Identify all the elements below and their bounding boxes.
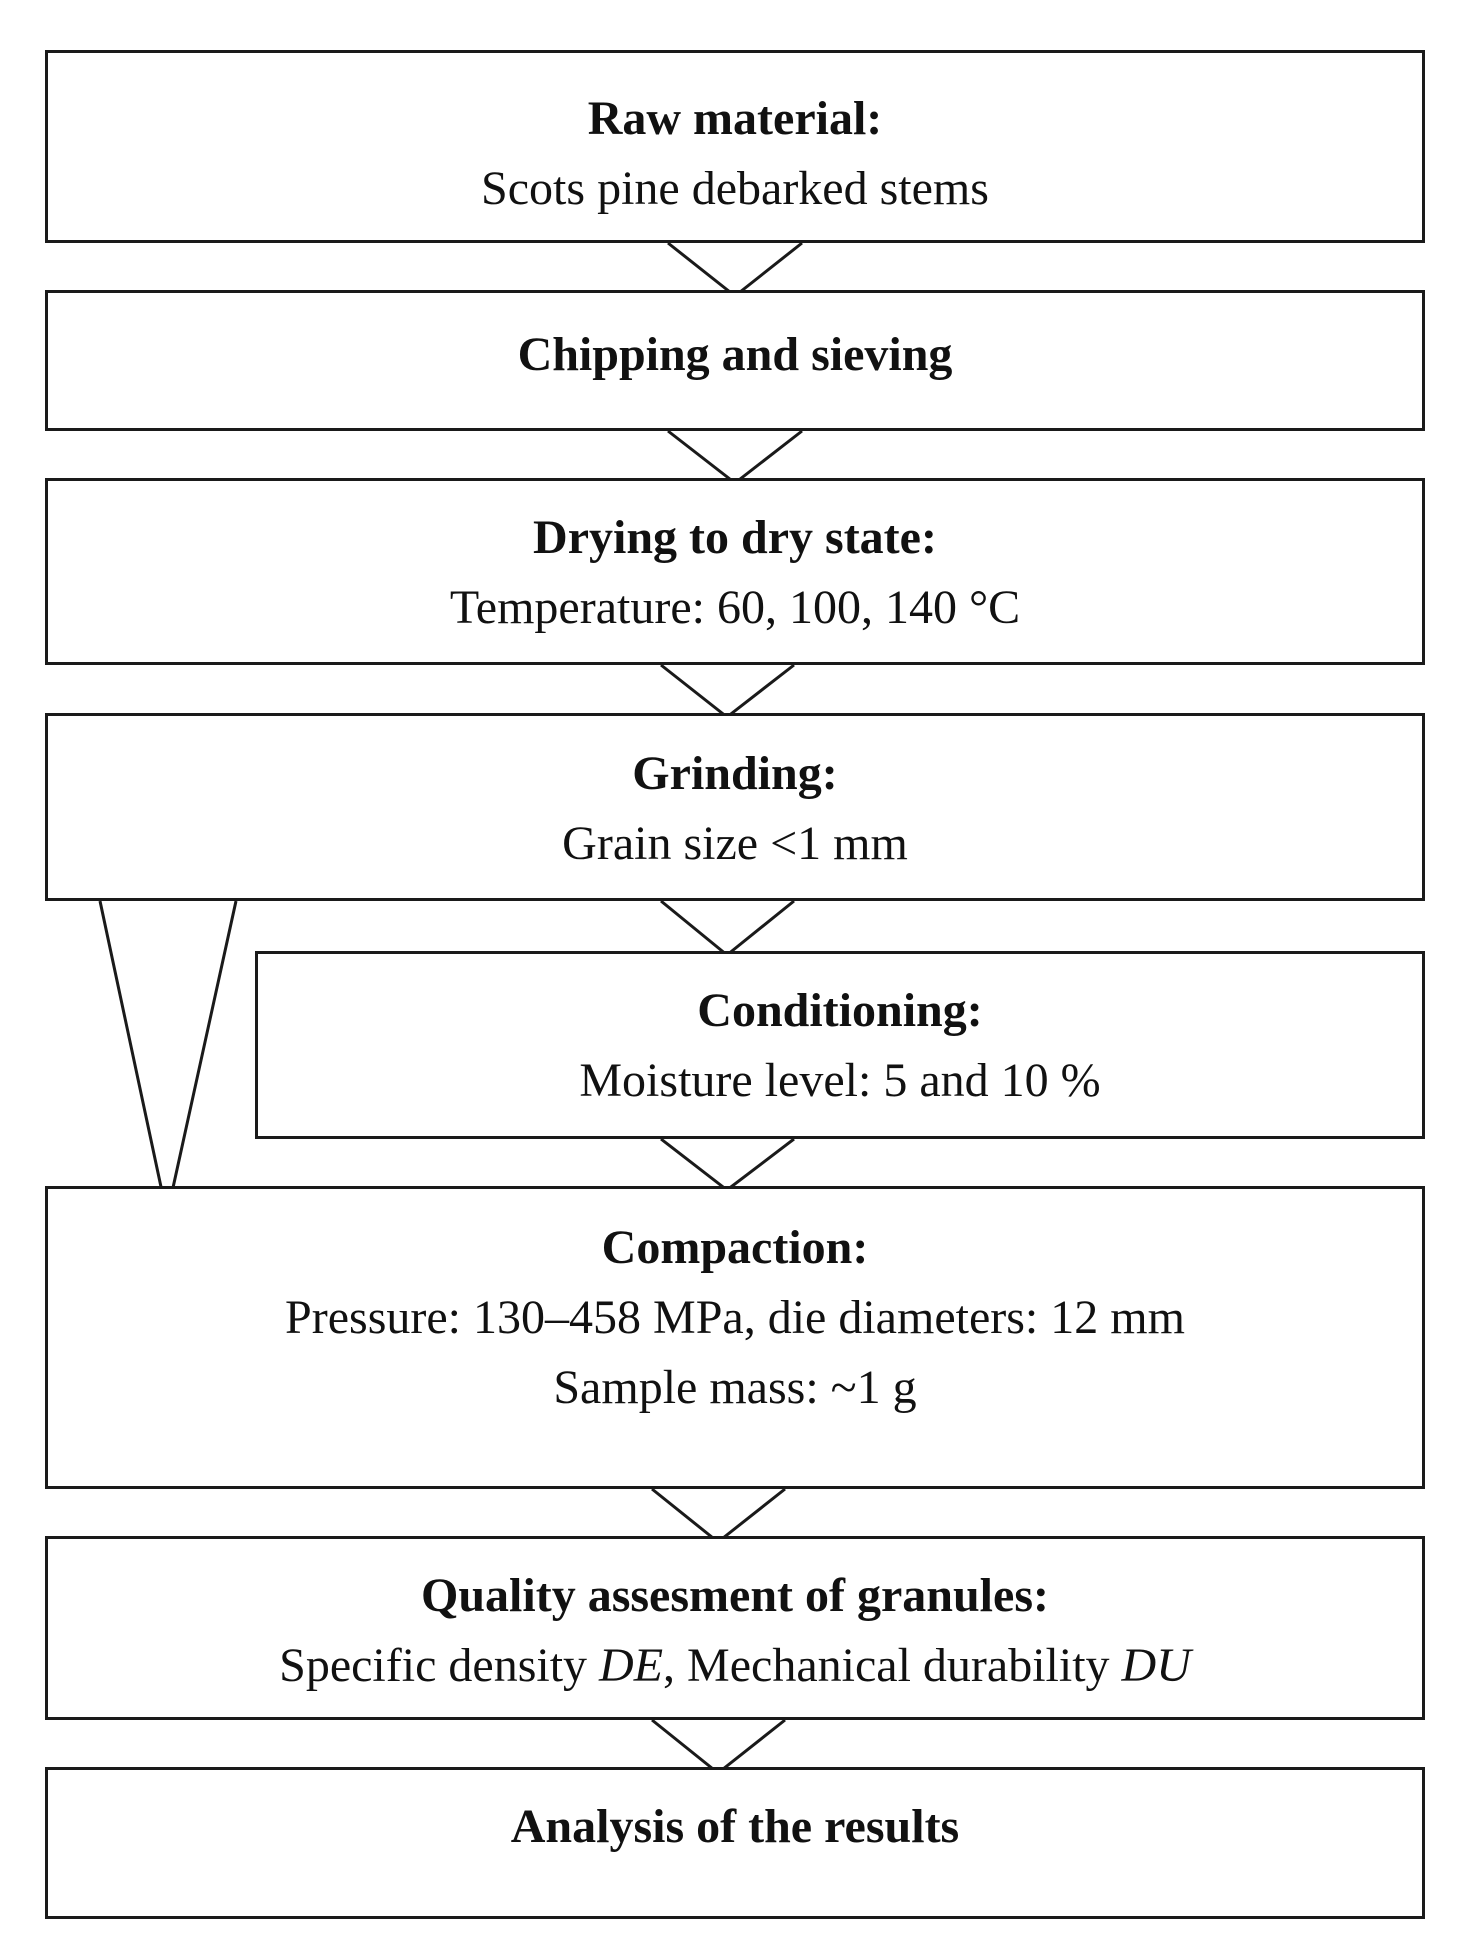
step-title: Chipping and sieving xyxy=(517,328,953,381)
arrow-compaction-to-quality xyxy=(652,1489,785,1542)
arrow-drying-to-grinding xyxy=(661,665,794,717)
step-detail: Sample mass: ~1 g xyxy=(553,1361,917,1414)
step-chipping-and-sieving xyxy=(45,290,1425,431)
step-title: Grinding: xyxy=(632,747,838,800)
arrow-raw-to-chipping xyxy=(668,243,802,296)
step-conditioning xyxy=(255,951,1425,1139)
arrow-chipping-to-drying xyxy=(668,431,802,483)
step-drying xyxy=(45,478,1425,665)
arrow-quality-to-analysis xyxy=(652,1720,785,1773)
step-detail: Scots pine debarked stems xyxy=(481,162,989,215)
step-title: Conditioning: xyxy=(697,984,983,1037)
arrow-conditioning-to-compaction xyxy=(661,1139,794,1190)
step-grinding xyxy=(45,713,1425,901)
arrow-grinding-to-conditioning xyxy=(661,901,794,955)
detail-symbol-de: DE xyxy=(599,1639,664,1692)
detail-text-a: Specific density xyxy=(279,1639,600,1692)
arrow-grinding-bypass-to-compaction xyxy=(100,901,236,1215)
step-title: Compaction: xyxy=(601,1221,869,1274)
step-compaction xyxy=(45,1186,1425,1489)
step-detail xyxy=(48,1631,1422,1701)
detail-text-c: , Mechanical durability xyxy=(663,1639,1122,1692)
step-title: Raw material: xyxy=(587,92,883,145)
step-detail: Temperature: 60, 100, 140 °C xyxy=(449,581,1021,634)
step-title: Analysis of the results xyxy=(510,1800,960,1853)
step-analysis-of-results xyxy=(45,1767,1425,1919)
detail-symbol-du: DU xyxy=(1121,1639,1191,1692)
step-title: Quality assesment of granules: xyxy=(421,1569,1049,1622)
step-raw-material xyxy=(45,50,1425,243)
step-title: Drying to dry state: xyxy=(533,511,937,564)
step-detail: Moisture level: 5 and 10 % xyxy=(579,1054,1101,1107)
step-detail: Pressure: 130–458 MPa, die diameters: 12 mm xyxy=(285,1291,1185,1344)
step-detail: Grain size <1 mm xyxy=(562,817,908,870)
step-quality-assessment xyxy=(45,1536,1425,1720)
